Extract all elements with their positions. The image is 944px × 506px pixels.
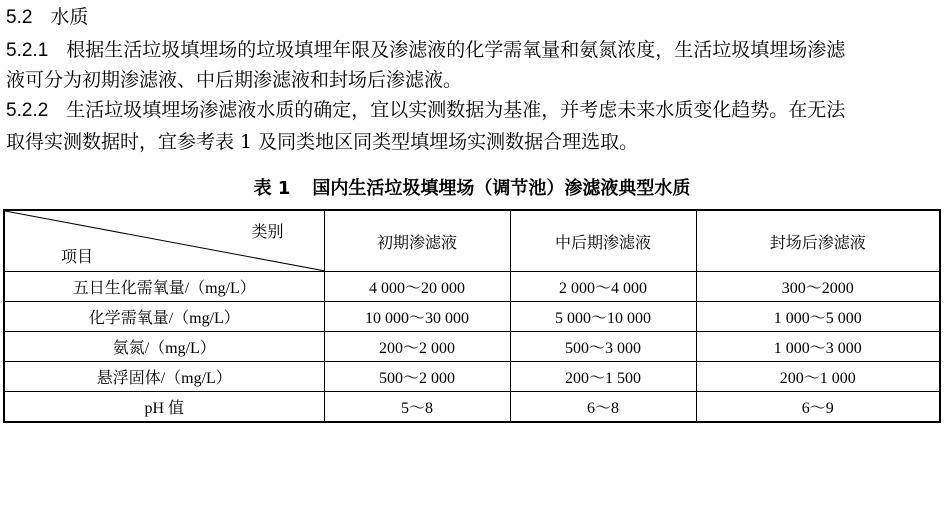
table-row (4, 362, 940, 392)
clause-number: 5.2.1 (6, 40, 49, 61)
clause-number: 5.2.2 (6, 100, 49, 121)
cell-value: 5～8 (324, 392, 510, 423)
clause-5-2-1-line-1 (6, 37, 845, 64)
clause-5-2-1-line-2: 液可分为初期渗滤液、中后期渗滤液和封场后渗滤液。 (6, 69, 463, 91)
cell-value: 5 000～10 000 (510, 302, 696, 332)
column-header: 中后期渗滤液 (510, 210, 696, 272)
table-caption (0, 176, 944, 202)
cell-value: 500～3 000 (510, 332, 696, 362)
corner-label-category: 类别 (251, 222, 284, 241)
cell-value: 10 000～30 000 (324, 302, 510, 332)
table-header-row (4, 210, 940, 272)
cell-value: 200～2 000 (324, 332, 510, 362)
column-header: 初期渗滤液 (324, 210, 510, 272)
cell-value: 2 000～4 000 (510, 272, 696, 302)
section-title: 水质 (50, 6, 89, 28)
corner-cell (4, 210, 324, 272)
cell-value: 6～8 (510, 392, 696, 423)
cell-value: 1 000～3 000 (696, 332, 940, 362)
section-heading (6, 4, 88, 31)
clause-text: 根据生活垃圾填埋场的垃圾填埋年限及渗滤液的化学需氧量和氨氮浓度，生活垃圾填埋场渗滤 (66, 39, 846, 61)
clause-text: 生活垃圾填埋场渗滤液水质的确定，宜以实测数据为基准，并考虑未来水质变化趋势。在无法 (66, 99, 846, 121)
cell-value: 300～2000 (696, 272, 940, 302)
row-item: 氨氮/（mg/L） (4, 332, 324, 362)
row-item: pH 值 (4, 392, 324, 423)
cell-value: 1 000～5 000 (696, 302, 940, 332)
row-item: 悬浮固体/（mg/L） (4, 362, 324, 392)
water-quality-table (3, 209, 941, 423)
row-item: 化学需氧量/（mg/L） (4, 302, 324, 332)
row-item: 五日生化需氧量/（mg/L） (4, 272, 324, 302)
section-number: 5.2 (6, 7, 33, 28)
clause-5-2-2-line-2: 取得实测数据时，宜参考表 1 及同类地区同类型填埋场实测数据合理选取。 (6, 131, 639, 153)
table-caption-number: 表 1 (253, 178, 291, 199)
corner-label-item: 项目 (61, 247, 94, 266)
table-row (4, 272, 940, 302)
table-row (4, 302, 940, 332)
cell-value: 200～1 500 (510, 362, 696, 392)
table-row (4, 392, 940, 423)
cell-value: 200～1 000 (696, 362, 940, 392)
table-caption-title: 国内生活垃圾填埋场（调节池）渗滤液典型水质 (312, 178, 691, 199)
column-header: 封场后渗滤液 (696, 210, 940, 272)
clause-5-2-2-line-1 (6, 97, 845, 124)
cell-value: 500～2 000 (324, 362, 510, 392)
cell-value: 6～9 (696, 392, 940, 423)
table-row (4, 332, 940, 362)
cell-value: 4 000～20 000 (324, 272, 510, 302)
